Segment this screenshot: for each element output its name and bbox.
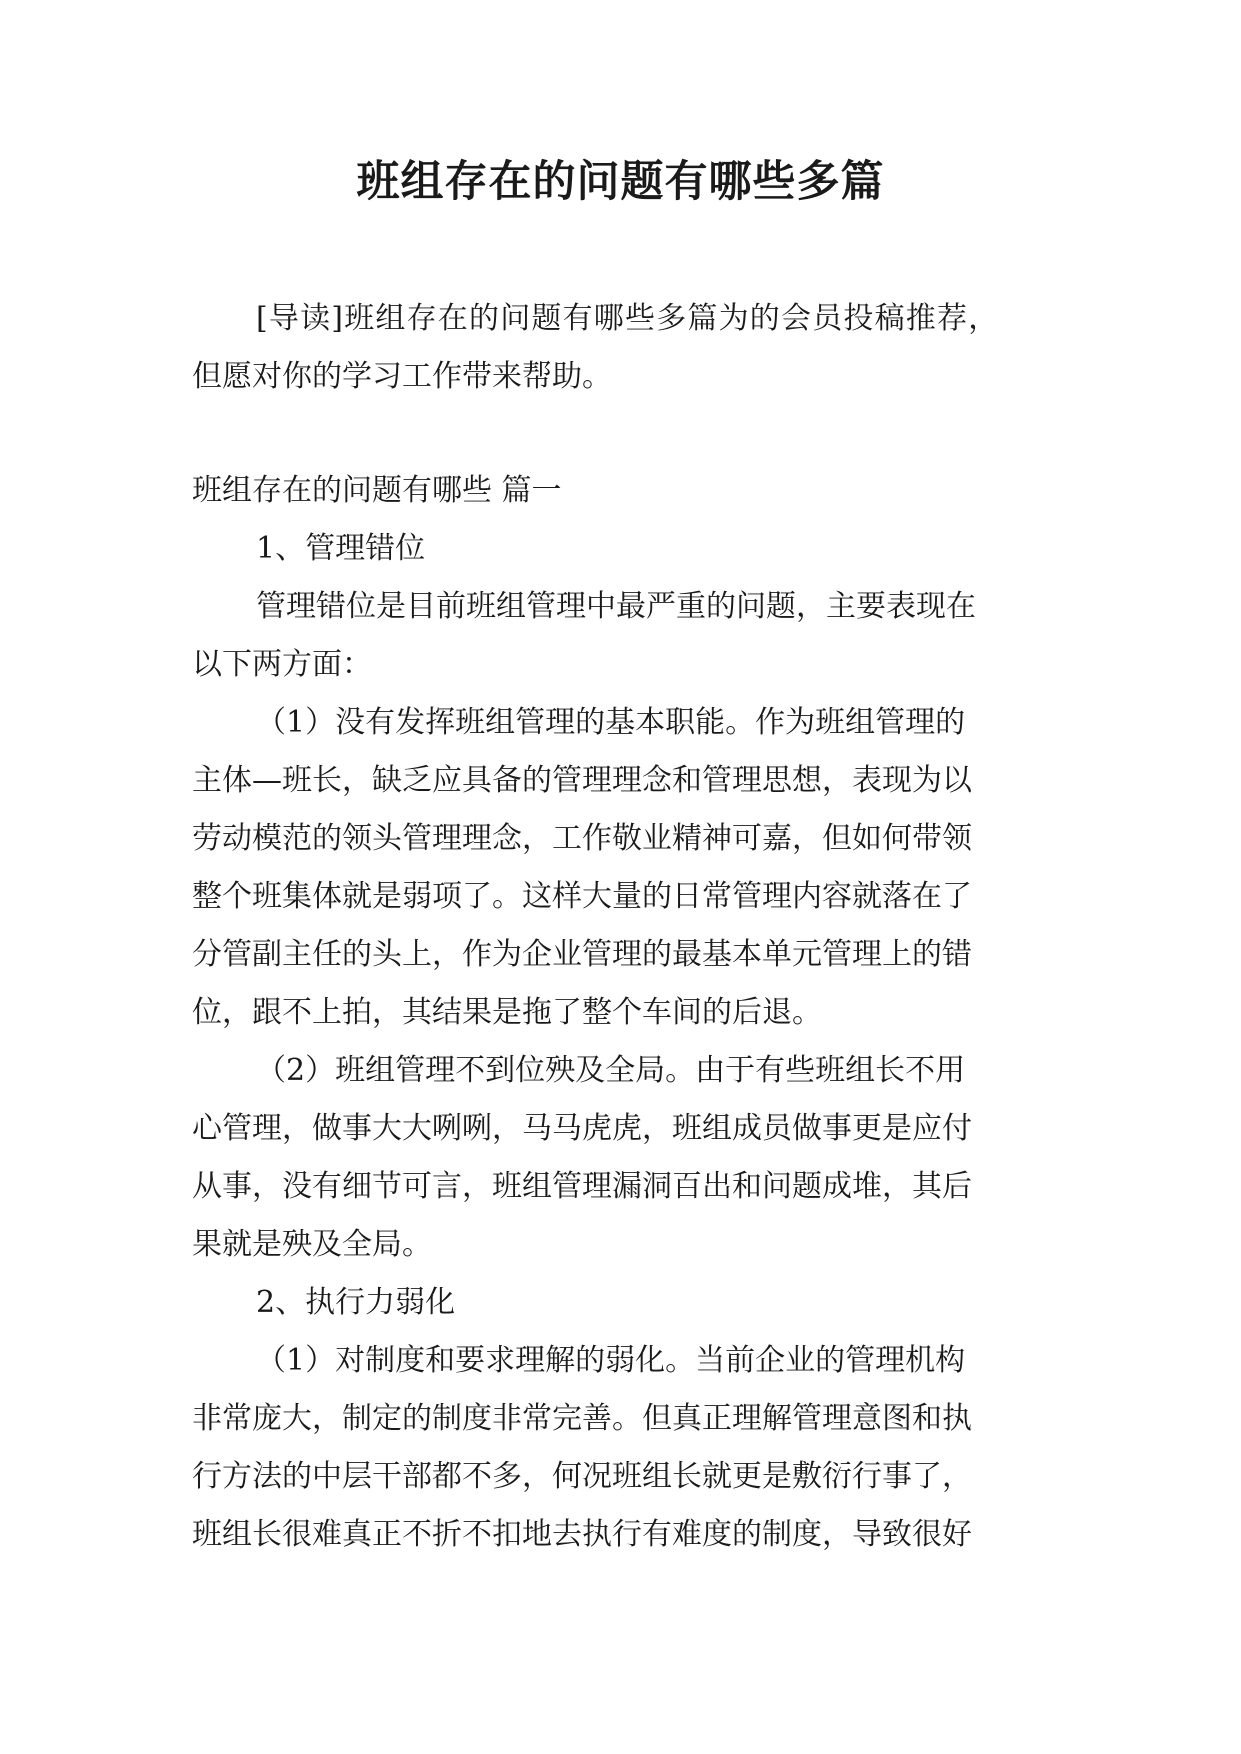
paragraph-line: 班组长很难真正不折不扣地去执行有难度的制度，导致很好 (192, 1517, 972, 1552)
paragraph-line: 分管副主任的头上，作为企业管理的最基本单元管理上的错 (192, 937, 972, 972)
paragraph-line: 从事，没有细节可言，班组管理漏洞百出和问题成堆，其后 (192, 1169, 972, 1204)
section-heading: 班组存在的问题有哪些 篇一 (192, 473, 562, 508)
subheading-1: 1、管理错位 (256, 531, 426, 566)
intro-line-1: [导读]班组存在的问题有哪些多篇为的会员投稿推荐， (256, 301, 1000, 336)
subheading-2: 2、执行力弱化 (256, 1285, 456, 1320)
paragraph-line: 心管理，做事大大咧咧，马马虎虎，班组成员做事更是应付 (192, 1111, 972, 1146)
paragraph-line: 主体—班长，缺乏应具备的管理理念和管理思想，表现为以 (192, 763, 972, 798)
paragraph-line: 非常庞大，制定的制度非常完善。但真正理解管理意图和执 (192, 1401, 972, 1436)
paragraph-line: 整个班集体就是弱项了。这样大量的日常管理内容就落在了 (192, 879, 972, 914)
paragraph-line: 果就是殃及全局。 (192, 1227, 432, 1262)
paragraph-line: 劳动模范的领头管理理念，工作敬业精神可嘉，但如何带领 (192, 821, 972, 856)
intro-line-2: 但愿对你的学习工作带来帮助。 (192, 359, 612, 394)
paragraph-line: （1）对制度和要求理解的弱化。当前企业的管理机构 (256, 1343, 966, 1378)
spacer (192, 406, 1052, 462)
document-body (192, 290, 1052, 1564)
paragraph-line: 行方法的中层干部都不多，何况班组长就更是敷衍行事了， (192, 1459, 972, 1494)
paragraph-line: 位，跟不上拍，其结果是拖了整个车间的后退。 (192, 995, 822, 1030)
paragraph-line: 管理错位是目前班组管理中最严重的问题，主要表现在 (256, 589, 976, 624)
paragraph-line: （2）班组管理不到位殃及全局。由于有些班组长不用 (256, 1053, 966, 1088)
paragraph-line: （1）没有发挥班组管理的基本职能。作为班组管理的 (256, 705, 966, 740)
document-title: 班组存在的问题有哪些多篇 (356, 157, 885, 207)
paragraph-line: 以下两方面： (192, 647, 372, 682)
